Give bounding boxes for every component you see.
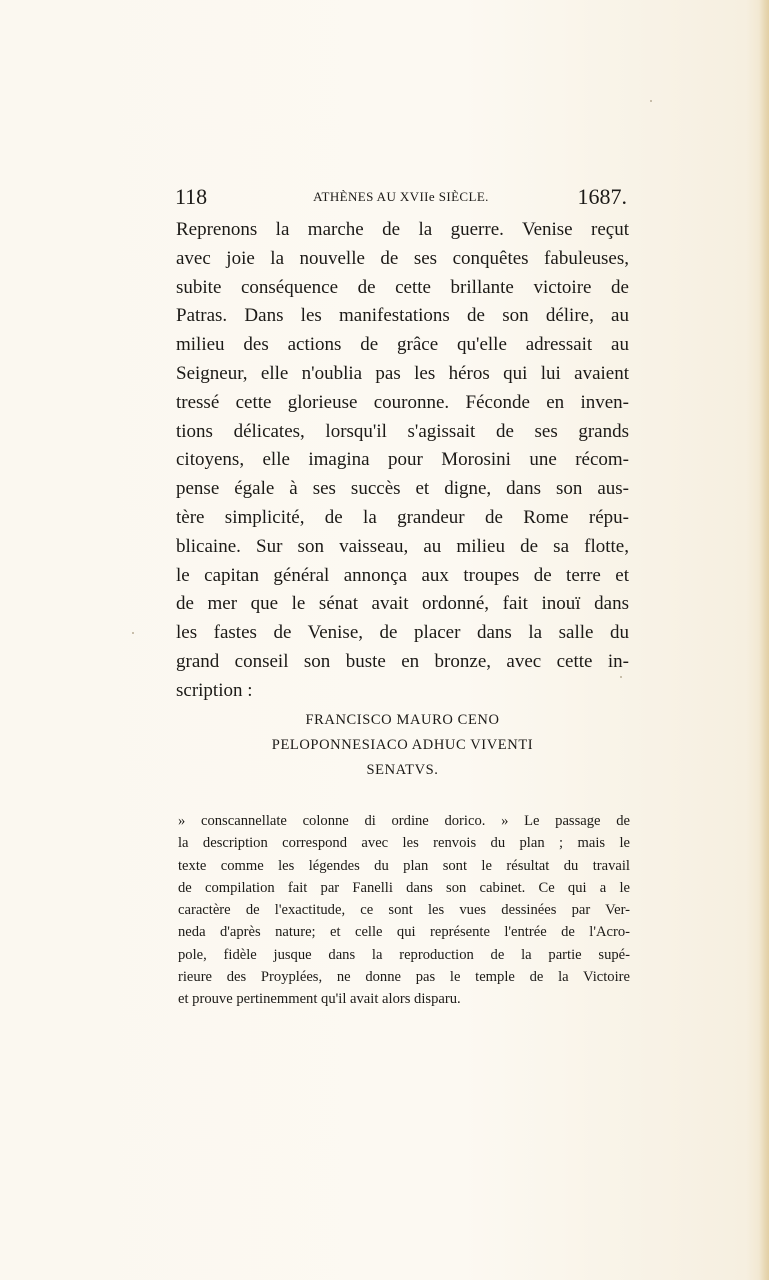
running-title: ATHÈNES AU XVIIe SIÈCLE. — [313, 189, 489, 204]
paper-speck — [132, 632, 134, 634]
body-line: avec joie la nouvelle de ses conquêtes fabuleuses, — [176, 247, 629, 269]
body-line: tions délicates, lorsqu'il s'agissait de ses grands — [176, 420, 629, 442]
footnote-line: la description correspond avec les renvois du plan ; mais le — [178, 835, 630, 852]
body-line: milieu des actions de grâce qu'elle adressait au — [176, 334, 629, 356]
body-line: citoyens, elle imagina pour Morosini une récom- — [176, 449, 629, 471]
body-line: grand conseil son buste en bronze, avec cette in- — [176, 650, 629, 672]
inscription-line: PELOPONNESIACO ADHUC VIVENTI — [271, 737, 534, 753]
body-line: de mer que le sénat avait ordonné, fait inouï dans — [176, 593, 629, 615]
header-year: 1687. — [577, 184, 627, 209]
footnote-line: » conscannellate colonne di ordine dorico. » Le passage de — [178, 813, 630, 829]
footnote-line: de compilation fait par Fanelli dans son cabinet. Ce qui a le — [178, 879, 630, 896]
body-line: subite conséquence de cette brillante victoire de — [176, 276, 629, 298]
body-line: les fastes de Venise, de placer dans la salle du — [176, 622, 629, 644]
inscription — [176, 708, 629, 783]
inscription-line: SENATVS. — [366, 762, 439, 778]
body-line: Patras. Dans les manifestations de son délire, au — [176, 305, 629, 327]
footnote-line: et prouve pertinemment qu'il avait alors disparu. — [178, 991, 461, 1008]
body-text — [176, 216, 629, 706]
running-head — [175, 183, 627, 211]
body-line: tère simplicité, de la grandeur de Rome répu- — [176, 506, 629, 528]
footnote — [178, 810, 630, 1011]
paper-speck — [650, 100, 652, 102]
body-line: Reprenons la marche de la guerre. Venise reçut — [176, 219, 629, 240]
footnote-line: texte comme les légendes du plan sont le résultat du travail — [178, 857, 630, 874]
footnote-line: rieure des Proyplées, ne donne pas le temple de la Victoire — [178, 969, 630, 986]
page-edge — [759, 0, 769, 1280]
body-line: le capitan général annonça aux troupes de terre et — [176, 564, 629, 586]
inscription-line: FRANCISCO MAURO CENO — [305, 712, 500, 728]
body-line: Seigneur, elle n'oublia pas les héros qui lui avaient — [176, 362, 629, 384]
footnote-line: caractère de l'exactitude, ce sont les vues dessinées par Ver- — [178, 902, 630, 919]
body-line: scription : — [176, 679, 253, 701]
body-line: pense égale à ses succès et digne, dans son aus- — [176, 478, 629, 500]
page-number: 118 — [175, 184, 208, 209]
footnote-line: neda d'après nature; et celle qui représente l'entrée de l'Acro- — [178, 924, 630, 941]
body-line: tressé cette glorieuse couronne. Féconde en inven- — [176, 391, 629, 413]
body-line: blicaine. Sur son vaisseau, au milieu de sa flotte, — [176, 535, 629, 557]
footnote-line: pole, fidèle jusque dans la reproduction de la partie supé- — [178, 946, 630, 963]
